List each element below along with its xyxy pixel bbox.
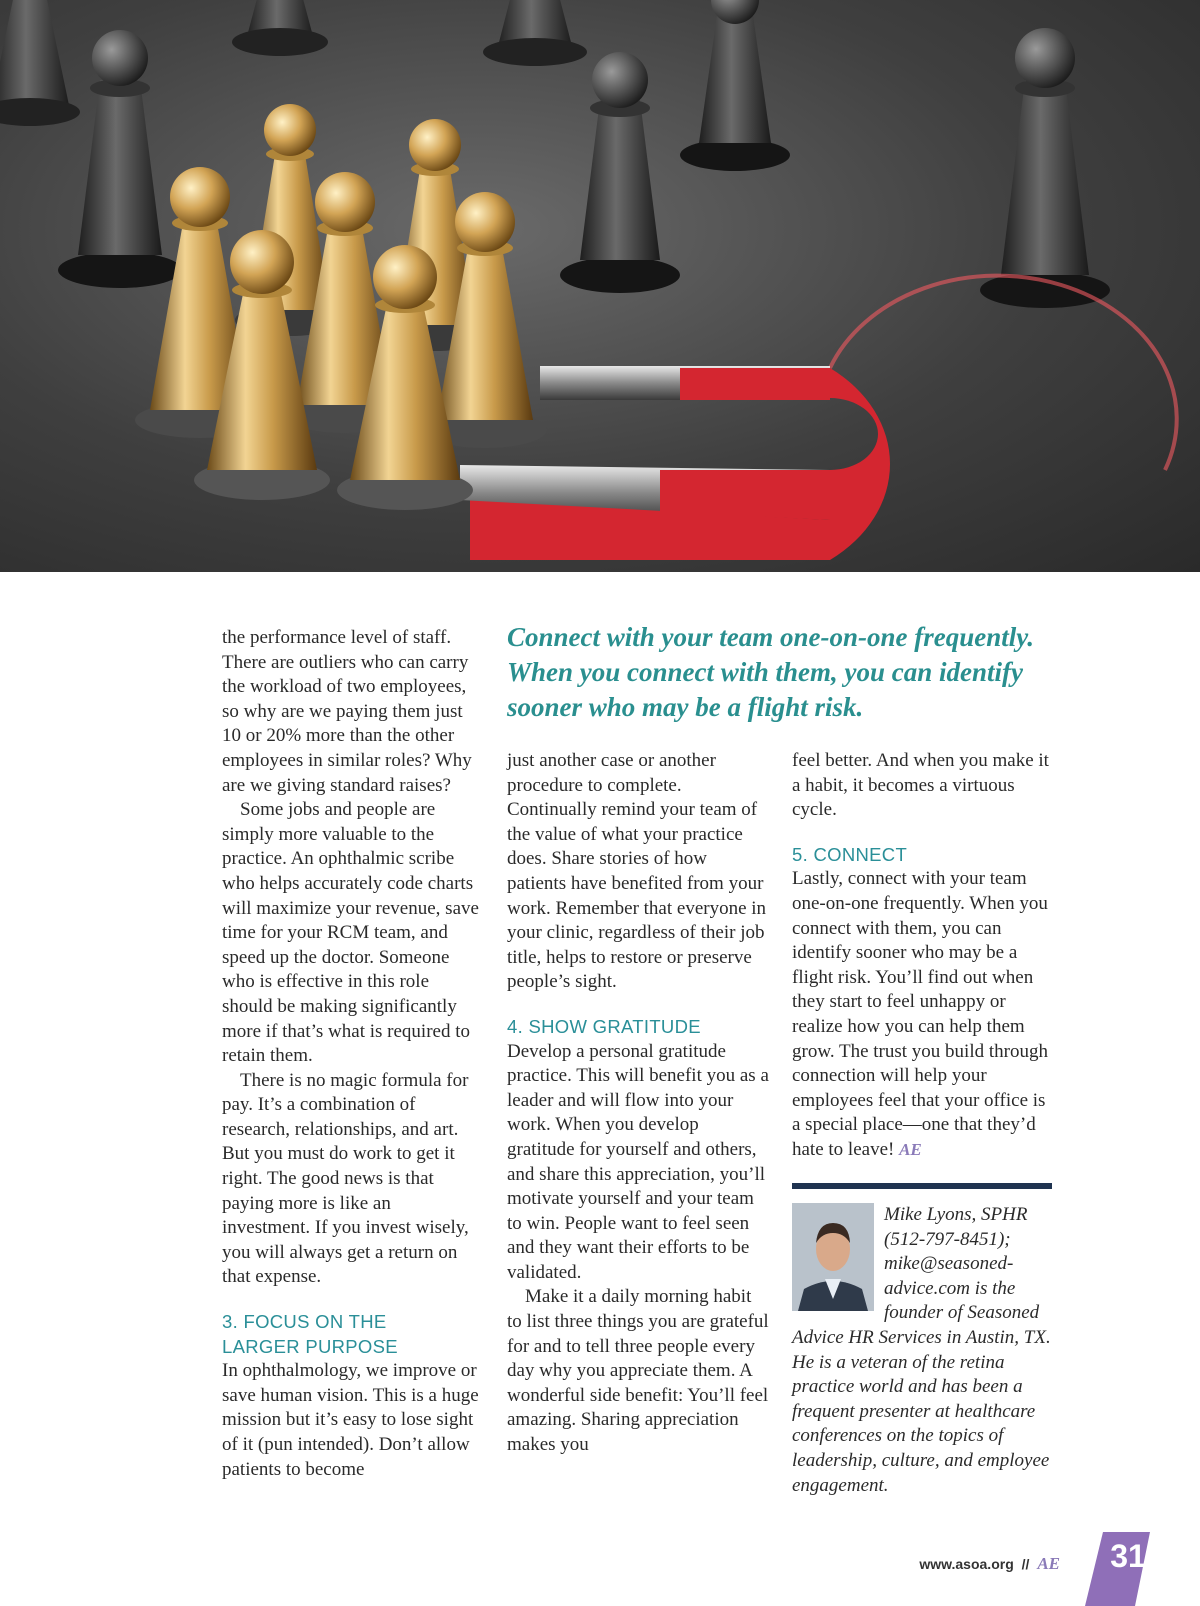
footer-url[interactable]: www.asoa.org [919,1556,1014,1572]
left-column [222,626,480,1482]
pawns-magnet-illustration [0,0,1200,572]
middle-paragraph-3: Make it a daily morning habit to list three things you are grateful for and to tell three people every day why you appreciate them. A wonderful side benefit: You’ll feel amazing. Sharing appreciation makes you [507,1286,769,1456]
right-paragraph-2-text: Lastly, connect with your team one-on-one frequently. When you connect with them, you can identify sooner who may be a flight risk. You’ll find out when they start to feel unhappy or realize how you can help them grow. The trust you build through connection will help your employees feel that your office is a special place—one that they’d hate to leave! [792,868,1048,1160]
page-number: 31 [1110,1538,1146,1574]
left-paragraph-2: Some jobs and people are simply more valuable to the practice. An ophthalmic scribe who helps accurately code charts will maximize your revenue, save time for your RCM team, and speed up the doctor. Someone who is effective in this role should be making significantly more if that’s what is required to retain them. [222,799,479,1067]
section-heading-5: 5. CONNECT [792,843,908,865]
bio-divider [792,1183,1052,1189]
page-footer [890,1554,1060,1574]
middle-column [507,749,769,1458]
left-paragraph-3: There is no magic formula for pay. It’s a combination of research, relationships, and art. But you must do work to get it right. The good news is that paying more is like an investment. If you invest wisely, you will always get a return on that expense. [222,1069,469,1288]
left-paragraph-4: In ophthalmology, we improve or save human vision. This is a huge mission but it’s easy to lose sight of it (pun intended). Don’t allow patients to become [222,1360,479,1480]
middle-paragraph-2: Develop a personal gratitude practice. This will benefit you as a leader and will flow into your work. When you develop gratitude for yourself and others, and share this appreciation, you’ll motivate yourself and your team to win. People want to feel seen and they want their efforts to be validated. [507,1040,769,1283]
section-heading-4: 4. SHOW GRATITUDE [507,1015,701,1037]
footer-brand: AE [1037,1554,1060,1573]
footer-separator: // [1021,1556,1030,1572]
gold-pawns [135,104,547,510]
left-paragraph-1: the performance level of staff. There are outliers who can carry the workload of two employees, so why are we paying them just 10 or 20% more than the other employees in similar roles? Why are we giving standard raises? [222,627,472,796]
right-paragraph-2 [792,867,1054,1162]
end-mark-ae: AE [899,1139,922,1159]
right-paragraph-1: feel better. And when you make it a habit, it becomes a virtuous cycle. [792,750,1049,821]
horseshoe-magnet [460,276,1177,560]
section-heading-3-line2: LARGER PURPOSE [222,1335,398,1357]
section-heading-3-line1: 3. FOCUS ON THE [222,1311,387,1333]
author-bio-text: Mike Lyons, SPHR (512-797-8451); mike@seasoned-advice.com is the founder of Seasoned Advice HR Services in Austin, TX. He is a veteran of the retina practice world and has been a frequent presenter at healthcare conferences on the topics of leadership, culture, and employee engagement. [792,1204,1051,1496]
pull-quote: Connect with your team one-on-one frequently. When you connect with them, you can identify sooner who may be a flight risk. [507,622,1035,722]
section-heading-3 [222,1310,480,1359]
author-photo-icon [792,1203,874,1311]
dark-pawns [0,0,1110,308]
hero-image [0,0,1200,572]
right-column [792,749,1054,1163]
author-portrait [792,1203,874,1311]
author-bio [792,1203,1062,1498]
middle-paragraph-1: just another case or another procedure to complete. Continually remind your team of the value of what your practice does. Share stories of how patients have benefited from your work. Remember that everyone in your clinic, regardless of their job title, helps to restore or preserve people’s sight. [507,750,767,993]
